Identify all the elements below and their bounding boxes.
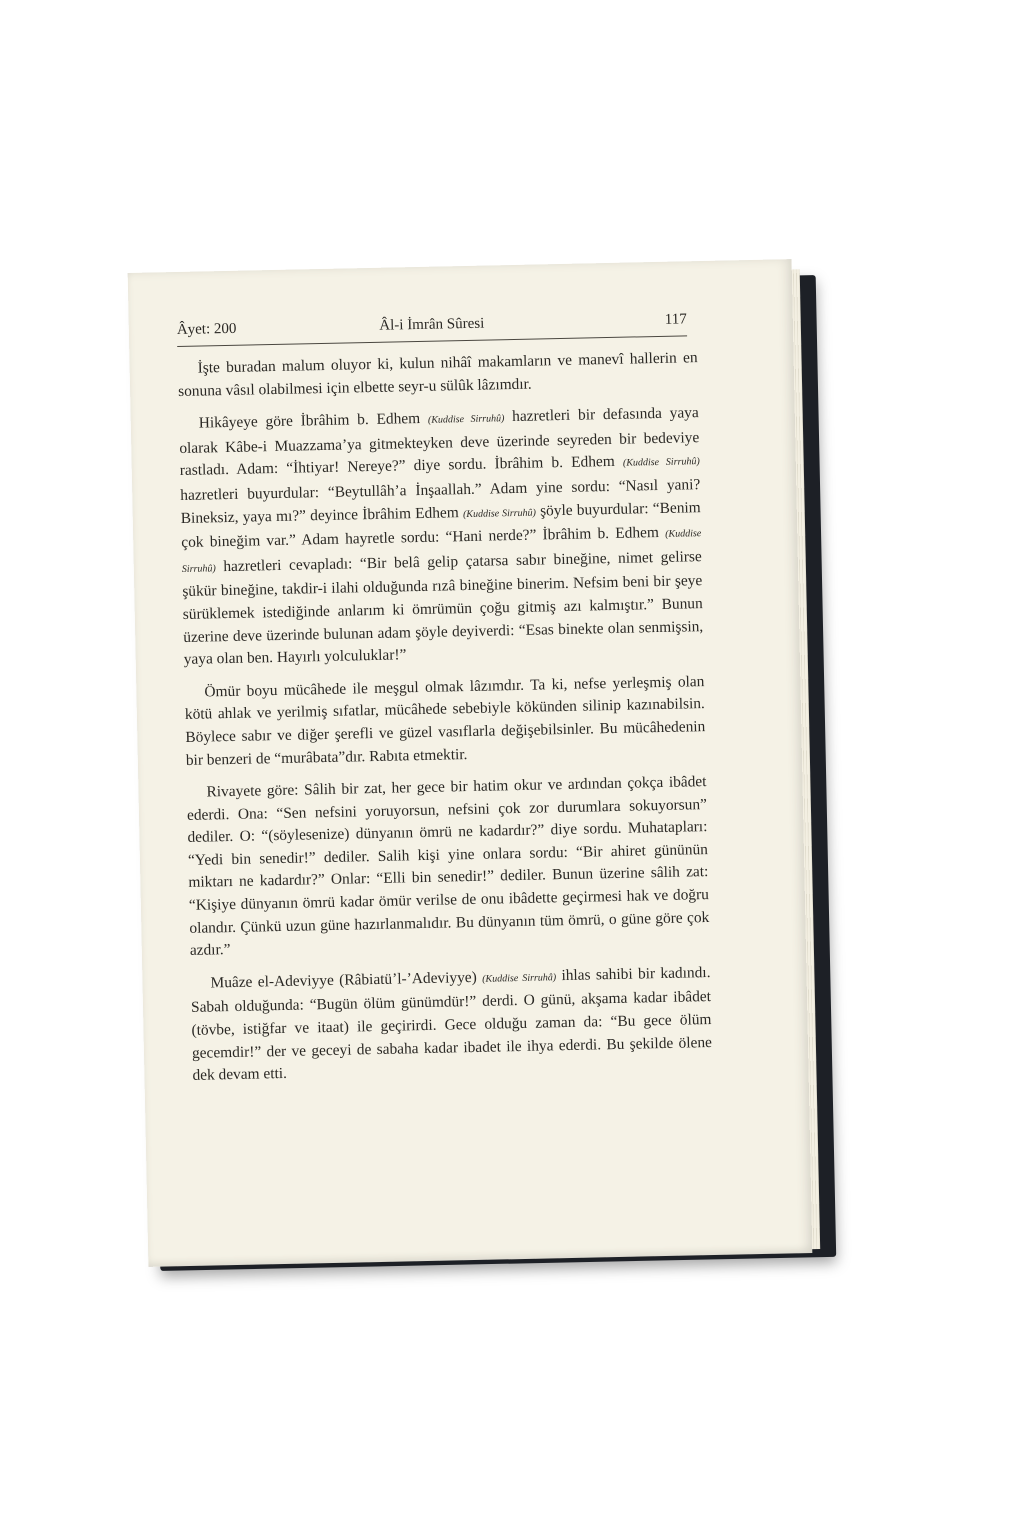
text-run: İşte buradan malum oluyor ki, kulun nihâî makamların ve manevî hallerin en sonuna vâsıl olabilmesi için elbette seyr-u sülûk lâzımdır. (177, 349, 698, 400)
paragraph (184, 671, 706, 772)
surah-title: Âl-i İmrân Sûresi (379, 315, 485, 334)
text-run: hazretleri bir defasında yaya olarak Kâbe-i Muazzama’ya gitmekteyken deve üzerinde seyreden bir bedeviye rastladı. Adam: “İhtiyar! Nereye?” diye sordu. İbrâhim b. Edhem (179, 404, 700, 480)
honorific: (Kuddise Sirruhû) (181, 528, 702, 575)
running-header (177, 311, 687, 347)
text-run: hazretleri cevapladı: “Bir belâ gelip çatarsa sabır bineğine, nimet gelirse şükür bineğine, takdir-i ilahi olduğunda rızâ bineğine binerim. Nefsim beni bir şeye sürüklemek istediğinde anlarım ki ömrümün çoğu gitmiş azı kalmıştır.” Bunun üzerine deve üzerinde bulunan adam şöyle deyiverdi: “Esas binekte olan senmişsin, yaya olan ben. Hayırlı yolculuklar!” (182, 547, 704, 669)
text-run: hazretleri buyurdular: “Beytullâh’a İnşaallah.” Adam yine sordu: “Nasıl yani? Bineksiz, yaya mı?” deyince İbrâhim Edhem (180, 476, 701, 527)
paragraph (179, 402, 704, 671)
page-body (177, 347, 712, 1098)
honorific: (Kuddise Sirruhû) (462, 507, 537, 520)
book-page (128, 259, 813, 1267)
text-run: Hikâyeye göre İbrâhim b. Edhem (198, 409, 429, 432)
page-number: 117 (664, 311, 687, 328)
text-run: Rivayete göre: Sâlih bir zat, her gece bir hatim okur ve ardından çokça ibâdet ederdi. Ona: “Sen nefsini yoruyorsun, nefsini çok zor durumlara sokuyorsun” dediler. O: “(söylesenize) dünyanın ömrü ne kadardır?” diye sordu. Muhatapları: “Yedi bin senedir!” dediler. Salih kişi yine onlara sordu: “Bir ahiret gününün miktarı ne kadardır?” Onlar: “Elli bin senedir!” dediler. Bunun üzerine sâlih zat: “Kişiye dünyanın ömrü kadar ömür verilse de onu ibâdette geçirmesi hak ve doğru olandır. Çünkü uzun güne hazırlanmalıdır. Bu dünyanın tüm ömrü, o güne göre çok azdır.” (186, 773, 710, 960)
verse-reference: Âyet: 200 (176, 320, 237, 339)
paragraph (186, 771, 710, 963)
paragraph (177, 347, 698, 403)
honorific: (Kuddise Sirruhû) (427, 413, 505, 426)
honorific: (Kuddise Sirruhâ) (482, 972, 557, 985)
paragraph (190, 962, 712, 1088)
text-run: ihlas sahibi bir kadındı. Sabah olduğunda: “Bugün ölüm günümdür!” derdi. O günü, akşama kadar ibâdet (tövbe, istiğfar ve itaat) ile geçirirdi. Gece olduğu zaman da: “Bu gece ölüm gecemdir!” der ve geceyi de sabaha kadar ibadet ile ihya ederdi. Bu şekilde ölene dek devam etti. (190, 963, 713, 1085)
text-run: şöyle buyurdular: “Benim çok bineğim var.” Adam hayretle sordu: “Hani nerde?” İbrâhim b. Edhem (181, 498, 701, 552)
text-run: Ömür boyu mücâhede ile meşgul olmak lâzımdır. Ta ki, nefse yerleşmiş olan kötü ahlak ve yerilmiş sıfatlar, mücâhede sebebiyle kökünden silinip kazınabilsin. Böylece sabır ve diğer şerefli ve güzel vasıflarla değişebilsinler. Bu mücâhedenin bir benzeri de “murâbata”dır. Rabıta etmektir. (184, 672, 706, 769)
honorific: (Kuddise Sirruhû) (622, 456, 700, 470)
text-run: Muâze el-Adeviyye (Râbiatü’l-’Adeviyye) (210, 968, 483, 992)
